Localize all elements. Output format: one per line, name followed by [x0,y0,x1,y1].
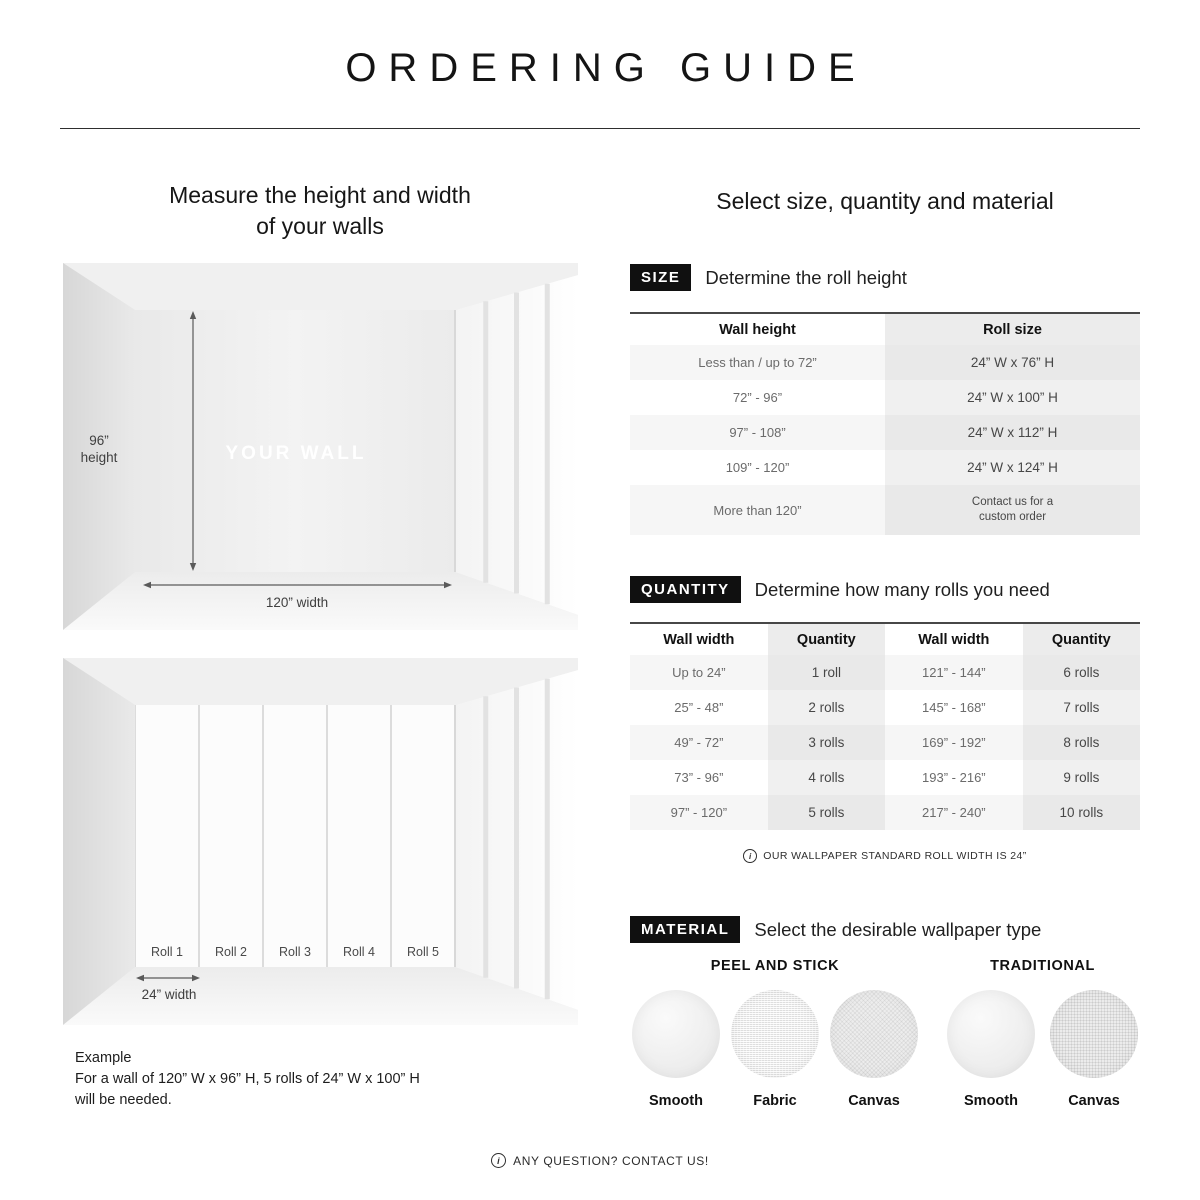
wall-width-cell: 49” - 72” [630,725,768,760]
quantity-cell: 10 rolls [1023,795,1140,830]
quantity-cell: 1 roll [768,655,885,690]
quantity-cell: 3 rolls [768,725,885,760]
height-value-label: 96” [89,433,109,448]
roll-size-cell: 24” W x 100” H [885,380,1140,415]
roll-size-cell: 24” W x 76” H [885,345,1140,380]
roll-1-label: Roll 1 [151,945,183,959]
size-table [630,312,1140,535]
canvas-swatch-icon [1050,990,1138,1078]
smooth-swatch-icon [947,990,1035,1078]
select-heading: Select size, quantity and material [716,188,1054,214]
info-icon: i [743,849,757,863]
size-section-head [630,264,907,291]
info-icon: i [491,1153,506,1168]
size-table-row [630,485,1140,535]
swatch-label: Fabric [753,1093,797,1109]
quantity-cell: 8 rolls [1023,725,1140,760]
material-swatch [945,990,1037,1109]
room1-back-wall [135,310,455,572]
wall-height-cell: Less than / up to 72” [630,345,885,380]
roll-3-label: Roll 3 [279,945,311,959]
material-badge: MATERIAL [630,916,740,943]
quantity-table-header [630,624,1140,655]
wall-width-cell: 73” - 96” [630,760,768,795]
traditional-group [945,958,1140,1109]
quantity-table-row [630,760,1140,795]
qty-col-quantity: Quantity [768,624,885,655]
example-title: Example [75,1050,132,1066]
material-swatch [828,990,920,1109]
room2-left-wall [63,658,135,1025]
wall-height-cell: 97” - 108” [630,415,885,450]
quantity-table-row [630,725,1140,760]
footer-text: ANY QUESTION? CONTACT US! [513,1153,709,1168]
height-word-label: height [80,450,118,465]
size-col-roll-size: Roll size [885,314,1140,345]
quantity-section-head [630,576,1050,603]
quantity-cell: 5 rolls [768,795,885,830]
quantity-cell: 6 rolls [1023,655,1140,690]
size-table-header [630,314,1140,345]
wall-width-cell: 145” - 168” [885,690,1023,725]
size-table-row [630,415,1140,450]
roll-size-cell: Contact us for a custom order [885,485,1140,535]
material-caption: Select the desirable wallpaper type [754,918,1042,940]
quantity-badge: QUANTITY [630,576,741,603]
roll-4-label: Roll 4 [343,945,375,959]
roll-2-label: Roll 2 [215,945,247,959]
smooth-swatch-icon [632,990,720,1078]
group-name: TRADITIONAL [990,958,1095,974]
swatch-label: Canvas [1068,1093,1120,1109]
swatch-label: Canvas [848,1093,900,1109]
example-line1: For a wall of 120” W x 96” H, 5 rolls of 24” W x 100” H [75,1071,420,1087]
qty-col-wall-width: Wall width [663,631,735,648]
rolls-diagram [63,658,578,1025]
canvas-swatch-icon [830,990,918,1078]
wall-width-cell: Up to 24” [630,655,768,690]
page-title: ORDERING GUIDE [345,46,867,90]
your-wall-diagram [63,263,578,630]
material-swatch [1048,990,1140,1109]
size-col-wall-height: Wall height [719,321,796,338]
wall-height-cell: 109” - 120” [630,450,885,485]
material-section-head [630,916,1041,943]
example-note [75,1048,575,1111]
roll-5-label: Roll 5 [407,945,439,959]
wall-width-cell: 193” - 216” [885,760,1023,795]
measure-heading [60,180,580,242]
peel-and-stick-group [630,958,920,1109]
roll-width-note [630,849,1140,863]
fabric-swatch-icon [731,990,819,1078]
size-badge: SIZE [630,264,691,291]
wall-width-cell: 121” - 144” [885,655,1023,690]
size-table-row [630,380,1140,415]
measure-heading-line2: of your walls [256,213,384,239]
size-caption: Determine the roll height [705,266,907,288]
quantity-table-row [630,655,1140,690]
group-name: PEEL AND STICK [710,958,840,974]
wall-width-cell: 169” - 192” [885,725,1023,760]
example-line2: will be needed. [75,1092,172,1108]
size-table-row [630,345,1140,380]
quantity-table [630,622,1140,830]
roll-size-cell: 24” W x 124” H [885,450,1140,485]
wall-height-cell: More than 120” [630,485,885,535]
your-wall-label: YOUR WALL [225,443,367,464]
roll-width-label: 24” width [141,987,197,1002]
quantity-table-row [630,795,1140,830]
footer-note [0,1153,1200,1168]
qty-col-quantity: Quantity [1023,624,1140,655]
measure-heading-line1: Measure the height and width [169,182,471,208]
qty-col-wall-width: Wall width [918,631,990,648]
quantity-caption: Determine how many rolls you need [754,578,1050,600]
roll-width-note-text: OUR WALLPAPER STANDARD ROLL WIDTH IS 24” [763,850,1027,862]
wall-height-cell: 72” - 96” [630,380,885,415]
divider [60,128,1140,129]
width-label: 120” width [265,595,329,610]
quantity-cell: 9 rolls [1023,760,1140,795]
size-table-row [630,450,1140,485]
quantity-cell: 7 rolls [1023,690,1140,725]
material-swatch [630,990,722,1109]
quantity-cell: 2 rolls [768,690,885,725]
roll-panels [136,705,454,967]
material-swatch [729,990,821,1109]
wall-width-cell: 217” - 240” [885,795,1023,830]
swatch-label: Smooth [964,1093,1018,1109]
wall-width-cell: 97” - 120” [630,795,768,830]
wall-width-cell: 25” - 48” [630,690,768,725]
swatch-label: Smooth [649,1093,703,1109]
roll-size-cell: 24” W x 112” H [885,415,1140,450]
quantity-cell: 4 rolls [768,760,885,795]
quantity-table-row [630,690,1140,725]
material-groups [630,958,1140,1128]
